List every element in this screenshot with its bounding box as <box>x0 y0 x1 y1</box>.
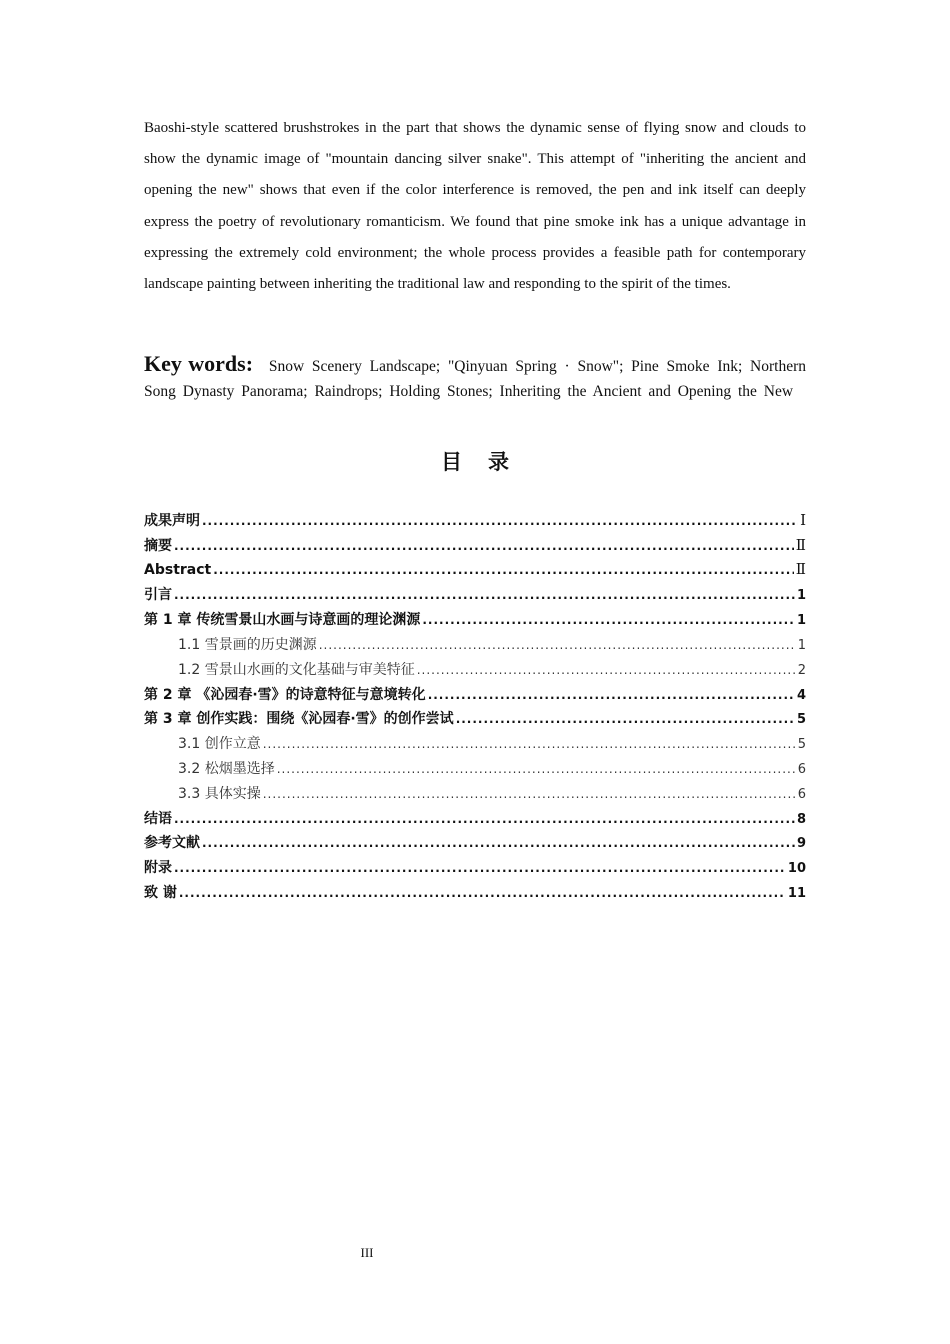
toc-entry-title: 1.1 雪景画的历史渊源 <box>178 636 317 653</box>
toc-dot-leader <box>263 787 796 801</box>
toc-entry-title: 第 3 章 创作实践：围绕《沁园春·雪》的创作尝试 <box>144 711 454 728</box>
toc-entry-title: 附录 <box>144 860 172 877</box>
toc-entry-appendix[interactable] <box>144 857 806 882</box>
toc-entry-title: 致 谢 <box>144 884 177 901</box>
toc-dot-leader <box>422 613 795 627</box>
toc-heading: 目录 <box>441 450 535 474</box>
toc-dot-leader <box>277 762 796 776</box>
toc-entry-page: Ⅱ <box>795 535 806 554</box>
toc-dot-leader <box>202 514 798 528</box>
toc-entry-title: 3.3 具体实操 <box>178 785 261 802</box>
toc-dot-leader <box>174 812 795 826</box>
abstract-paragraph: Baoshi-style scattered brushstrokes in the part that shows the dynamic sense of flying snow and clouds to show the dynamic image of "mountain dancing silver snake". This attempt of "inheriting the ancient and opening the new" shows that even if the color interference is removed, the pen and ink itself can deeply express the poetry of revolutionary romanticism. We found that pine smoke ink has a unique advantage in expressing the extremely cold environment; the whole process provides a feasible path for contemporary landscape painting between inheriting the traditional law and responding to the spirit of the times. <box>144 120 806 293</box>
toc-dot-leader <box>179 886 786 900</box>
toc-entry-page: 6 <box>797 761 806 777</box>
toc-entry-page: 2 <box>797 662 806 678</box>
toc-entry-section-1-2[interactable] <box>144 659 806 684</box>
toc-entry-page: 1 <box>797 637 806 653</box>
toc-entry-section-1-1[interactable] <box>144 634 806 659</box>
toc-entry-title: 3.2 松烟墨选择 <box>178 760 275 777</box>
table-of-contents <box>144 510 806 907</box>
toc-entry-section-3-1[interactable] <box>144 733 806 758</box>
keywords-text: Snow Scenery Landscape; "Qinyuan Spring · Snow"; Pine Smoke Ink; Northern Song Dynasty Panorama; Raindrops; Holding Stones; Inheriting the Ancient and Opening the New <box>144 358 807 400</box>
toc-dot-leader <box>202 836 795 850</box>
toc-entry-chapter-1[interactable] <box>144 609 806 634</box>
toc-entry-page: 9 <box>796 836 806 852</box>
toc-dot-leader <box>174 588 795 602</box>
toc-entry-chinese-abstract[interactable] <box>144 535 806 560</box>
toc-entry-page: 6 <box>797 786 806 802</box>
toc-entry-section-3-3[interactable] <box>144 783 806 808</box>
toc-entry-page: 10 <box>787 861 806 877</box>
toc-entry-introduction[interactable] <box>144 584 806 609</box>
toc-entry-section-3-2[interactable] <box>144 758 806 783</box>
page-number: III <box>360 1245 374 1260</box>
toc-entry-title: 第 2 章 《沁园春·雪》的诗意特征与意境转化 <box>144 686 426 703</box>
toc-dot-leader <box>174 861 786 875</box>
toc-entry-title: Abstract <box>144 561 212 578</box>
toc-entry-title: 摘要 <box>144 537 172 554</box>
toc-entry-page: Ⅰ <box>800 511 806 529</box>
toc-entry-chapter-3[interactable] <box>144 708 806 733</box>
toc-dot-leader <box>456 712 795 726</box>
toc-entry-abstract[interactable] <box>144 560 806 585</box>
toc-entry-page: 4 <box>796 687 806 703</box>
toc-entry-title: 引言 <box>144 587 172 604</box>
toc-entry-page: 1 <box>796 613 806 629</box>
toc-entry-page: 5 <box>797 737 806 753</box>
toc-dot-leader <box>319 638 796 652</box>
toc-dot-leader <box>417 663 796 677</box>
toc-entry-title: 第 1 章 传统雪景山水画与诗意画的理论渊源 <box>144 612 421 629</box>
toc-entry-title: 3.1 创作立意 <box>178 736 261 753</box>
toc-entry-page: Ⅱ <box>795 559 806 578</box>
toc-entry-chapter-2[interactable] <box>144 684 806 709</box>
toc-entry-page: 8 <box>796 811 806 827</box>
toc-dot-leader <box>174 539 794 553</box>
keywords-label: Key words: <box>144 351 254 376</box>
toc-dot-leader <box>213 563 794 577</box>
keywords-section <box>144 352 806 404</box>
toc-entry-references[interactable] <box>144 832 806 857</box>
toc-entry-conclusion[interactable] <box>144 808 806 833</box>
toc-dot-leader <box>428 688 795 702</box>
toc-entry-page: 11 <box>787 885 806 901</box>
toc-entry-achievement-statement[interactable] <box>144 510 806 535</box>
toc-entry-acknowledgements[interactable] <box>144 882 806 907</box>
toc-entry-title: 参考文献 <box>144 835 200 852</box>
toc-entry-page: 5 <box>796 712 806 728</box>
toc-entry-title: 成果声明 <box>144 513 200 529</box>
toc-entry-title: 结语 <box>144 810 172 827</box>
toc-entry-page: 1 <box>796 588 806 604</box>
toc-dot-leader <box>263 737 796 751</box>
toc-entry-title: 1.2 雪景山水画的文化基础与审美特征 <box>178 661 415 678</box>
